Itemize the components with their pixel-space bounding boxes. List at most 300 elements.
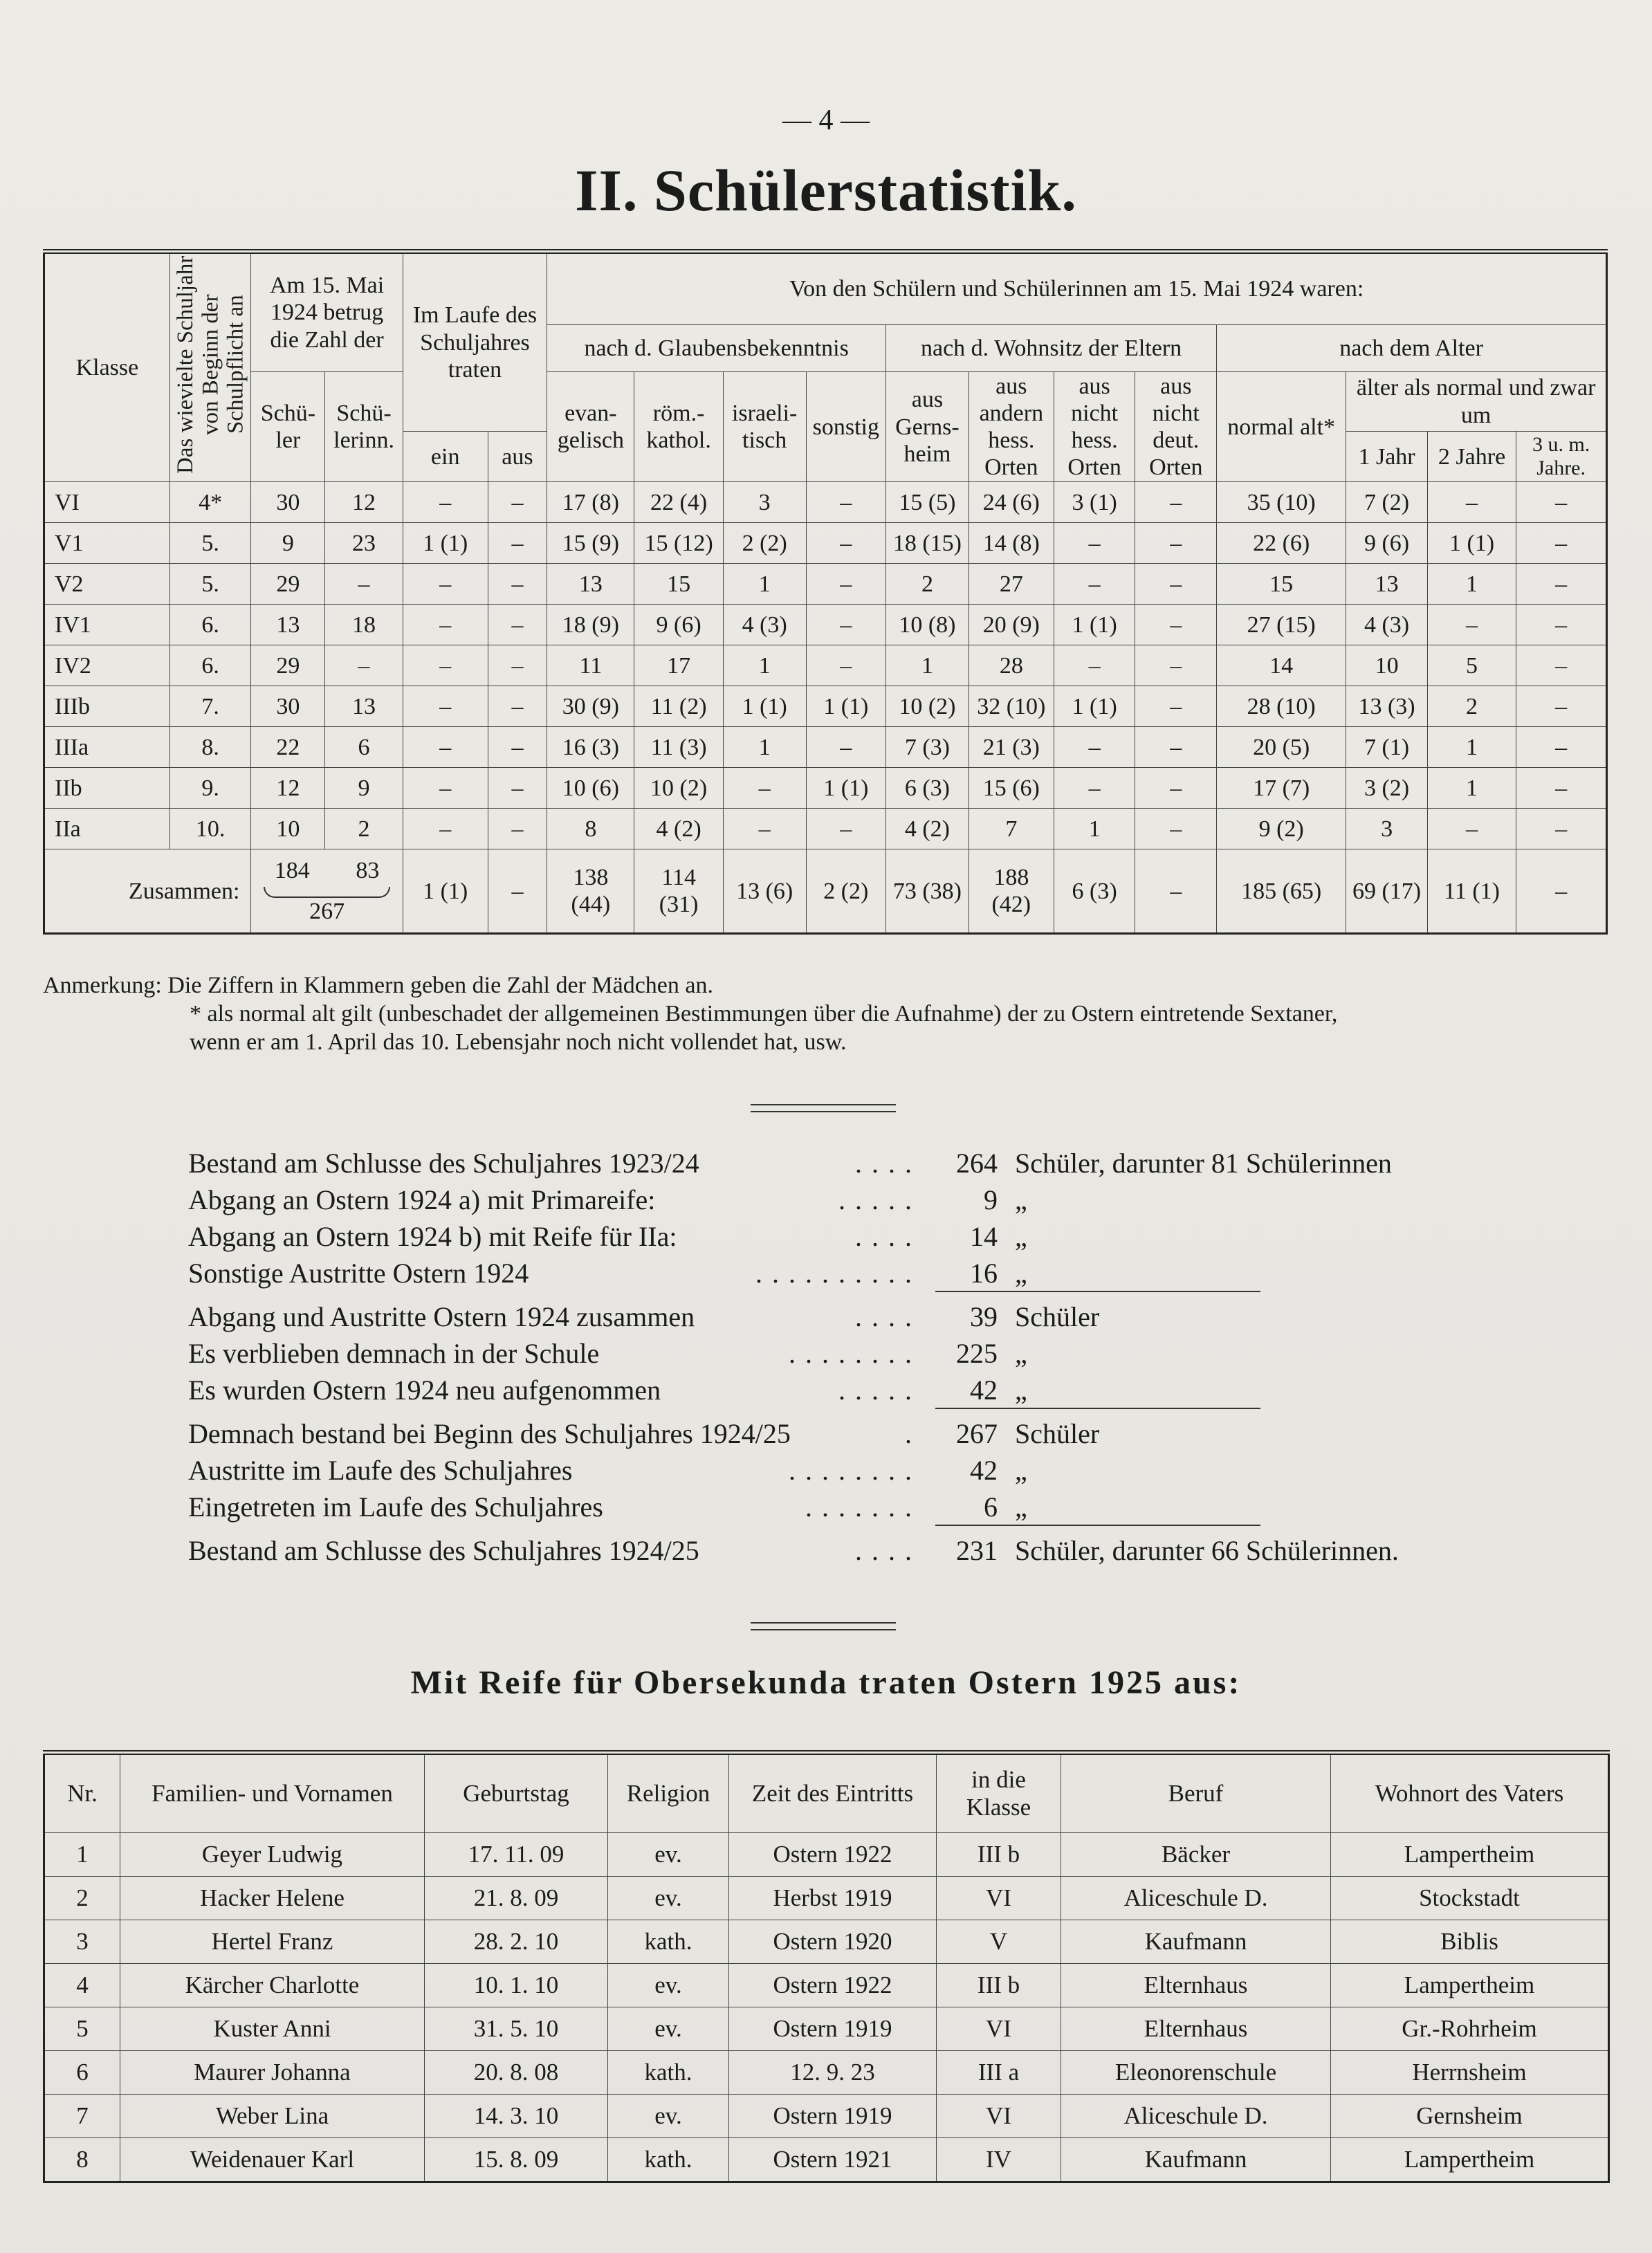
cell-nicht-deut: – (1135, 727, 1217, 768)
cell-israelitisch: 1 (1) (723, 686, 806, 727)
balance-number: 225 (956, 1338, 998, 1369)
cell-beruf: Elternhaus (1061, 1964, 1331, 2007)
cell-eintritt: Ostern 1922 (729, 1833, 937, 1877)
cell-sonstig: 1 (1) (806, 768, 886, 809)
cell-evangelisch: 30 (9) (547, 686, 634, 727)
leader-dots: ....... (805, 1491, 921, 1523)
table-row (44, 1920, 1609, 1964)
table-row (44, 523, 1607, 564)
cell-beruf: Kaufmann (1061, 2138, 1331, 2182)
header-nr: Nr. (44, 1753, 120, 1833)
cell-schuelerinnen: 2 (325, 809, 403, 849)
cell-wohnort: Herrnsheim (1331, 2051, 1609, 2095)
cell-normal: 35 (10) (1217, 482, 1346, 523)
header-andern-hess: aus andern hess. Orten (969, 372, 1054, 482)
cell-israelitisch: 3 (723, 482, 806, 523)
cell-sonstig: – (806, 727, 886, 768)
cell-ein: – (403, 809, 488, 849)
cell-name: Geyer Ludwig (120, 1833, 425, 1877)
header-schueler: Schü- ler (251, 372, 325, 482)
table-row (44, 727, 1607, 768)
cell-eintritt: 12. 9. 23 (729, 2051, 937, 2095)
cell-roem-kathol: 17 (634, 645, 723, 686)
sum-andern-hess: 188 (42) (969, 849, 1054, 934)
cell-normal: 17 (7) (1217, 768, 1346, 809)
cell-ein: – (403, 727, 488, 768)
cell-roem-kathol: 22 (4) (634, 482, 723, 523)
cell-schueler: 29 (251, 645, 325, 686)
cell-2-jahre: – (1427, 482, 1516, 523)
header-im-laufe: Im Laufe des Schuljahres traten (403, 252, 547, 432)
cell-nicht-deut: – (1135, 605, 1217, 645)
balance-label: Demnach bestand bei Beginn des Schuljahres 1924/25 (188, 1418, 791, 1449)
cell-evangelisch: 15 (9) (547, 523, 634, 564)
table-row (44, 1877, 1609, 1920)
annotation-note (43, 972, 1608, 1056)
cell-evangelisch: 13 (547, 564, 634, 605)
cell-religion: kath. (608, 1920, 729, 1964)
cell-schueler: 12 (251, 768, 325, 809)
cell-nr: 4 (44, 1964, 120, 2007)
cell-klasse: IIIb (44, 686, 170, 727)
table-row (44, 2095, 1609, 2138)
cell-religion: kath. (608, 2138, 729, 2182)
cell-andern-hess: 32 (10) (969, 686, 1054, 727)
cell-name: Weber Lina (120, 2095, 425, 2138)
cell-schuljahr: 5. (169, 523, 251, 564)
sum-aus: – (488, 849, 547, 934)
cell-evangelisch: 17 (8) (547, 482, 634, 523)
cell-1-jahr: 13 (1346, 564, 1428, 605)
table-row (44, 2138, 1609, 2182)
header-israelitisch: israeli- tisch (723, 372, 806, 482)
cell-ein: – (403, 686, 488, 727)
leader-dots: .... (855, 1221, 921, 1252)
sum-total: 267 (309, 899, 345, 925)
cell-eintritt: Ostern 1919 (729, 2095, 937, 2138)
brace (264, 887, 389, 898)
cell-klasse: IIa (44, 809, 170, 849)
cell-nr: 6 (44, 2051, 120, 2095)
cell-gernsheim: 10 (8) (886, 605, 969, 645)
leader-dots: ..... (838, 1184, 921, 1215)
header-roem-kathol: röm.- kathol. (634, 372, 723, 482)
balance-suffix: „ (1015, 1258, 1027, 1289)
cell-israelitisch: 2 (2) (723, 523, 806, 564)
balance-label: Bestand am Schlusse des Schuljahres 1924/25 (188, 1535, 699, 1566)
cell-1-jahr: 3 (1346, 809, 1428, 849)
cell-ein: – (403, 768, 488, 809)
cell-religion: ev. (608, 1964, 729, 2007)
cell-name: Maurer Johanna (120, 2051, 425, 2095)
header-nicht-deut: aus nicht deut. Orten (1135, 372, 1217, 482)
cell-schuljahr: 9. (169, 768, 251, 809)
balance-line (188, 1218, 1503, 1255)
cell-schueler: 30 (251, 482, 325, 523)
balance-label: Abgang an Ostern 1924 b) mit Reife für IIa: (188, 1221, 677, 1252)
header-schuljahr: Das wievielte Schuljahr von Beginn der Schulpflicht an (169, 252, 251, 482)
balance-label: Bestand am Schlusse des Schuljahres 1923/24 (188, 1148, 699, 1179)
cell-andern-hess: 7 (969, 809, 1054, 849)
cell-andern-hess: 20 (9) (969, 605, 1054, 645)
cell-evangelisch: 8 (547, 809, 634, 849)
table-row-zusammen (44, 849, 1607, 934)
leader-dots: ........ (789, 1455, 921, 1486)
table-row (44, 686, 1607, 727)
cell-normal: 9 (2) (1217, 809, 1346, 849)
cell-aus: – (488, 768, 547, 809)
cell-wohnort: Lampertheim (1331, 1964, 1609, 2007)
cell-schueler: 22 (251, 727, 325, 768)
cell-normal: 27 (15) (1217, 605, 1346, 645)
cell-3-jahre: – (1516, 645, 1607, 686)
table-row (44, 1964, 1609, 2007)
leader-dots: . (905, 1418, 921, 1449)
cell-sonstig: – (806, 523, 886, 564)
cell-aus: – (488, 523, 547, 564)
header-eintritt: Zeit des Eintritts (729, 1753, 937, 1833)
cell-geburtstag: 20. 8. 08 (425, 2051, 608, 2095)
section-subtitle: Mit Reife für Obersekunda traten Ostern 1925 aus: (410, 1664, 1242, 1701)
cell-klasse: IIb (44, 768, 170, 809)
header-glaubens: nach d. Glaubensbekenntnis (547, 324, 886, 371)
balance-label: Eingetreten im Laufe des Schuljahres (188, 1491, 603, 1523)
cell-roem-kathol: 4 (2) (634, 809, 723, 849)
cell-sonstig: – (806, 564, 886, 605)
cell-nr: 7 (44, 2095, 120, 2138)
cell-geburtstag: 17. 11. 09 (425, 1833, 608, 1877)
cell-beruf: Aliceschule D. (1061, 2095, 1331, 2138)
header-3-jahre: 3 u. m. Jahre. (1516, 432, 1607, 482)
cell-schuelerinnen: 13 (325, 686, 403, 727)
balance-label: Sonstige Austritte Ostern 1924 (188, 1258, 529, 1289)
sum-gernsheim: 73 (38) (886, 849, 969, 934)
cell-nr: 8 (44, 2138, 120, 2182)
balance-suffix: „ (1015, 1491, 1027, 1523)
cell-schueler: 30 (251, 686, 325, 727)
cell-schuelerinnen: 9 (325, 768, 403, 809)
cell-religion: kath. (608, 2051, 729, 2095)
balance-suffix: „ (1015, 1221, 1027, 1252)
cell-nicht-deut: – (1135, 482, 1217, 523)
cell-3-jahre: – (1516, 482, 1607, 523)
cell-2-jahre: 1 (1427, 768, 1516, 809)
cell-gernsheim: 2 (886, 564, 969, 605)
cell-eintritt: Ostern 1922 (729, 1964, 937, 2007)
cell-3-jahre: – (1516, 809, 1607, 849)
cell-evangelisch: 18 (9) (547, 605, 634, 645)
cell-andern-hess: 15 (6) (969, 768, 1054, 809)
leavers-table (43, 1750, 1610, 2183)
cell-sonstig: – (806, 605, 886, 645)
cell-israelitisch: 1 (723, 564, 806, 605)
cell-sonstig: 1 (1) (806, 686, 886, 727)
divider-rule (751, 1622, 896, 1630)
sum-roem-kathol: 114 (31) (634, 849, 723, 934)
cell-klasse: IV2 (44, 645, 170, 686)
statistics-table (43, 249, 1608, 935)
cell-schueler: 10 (251, 809, 325, 849)
cell-andern-hess: 28 (969, 645, 1054, 686)
cell-eintritt: Herbst 1919 (729, 1877, 937, 1920)
cell-klasse: V1 (44, 523, 170, 564)
balance-number: 39 (970, 1301, 998, 1332)
cell-andern-hess: 14 (8) (969, 523, 1054, 564)
cell-wohnort: Gernsheim (1331, 2095, 1609, 2138)
cell-klasse: V (937, 1920, 1061, 1964)
cell-nicht-deut: – (1135, 645, 1217, 686)
cell-1-jahr: 7 (1) (1346, 727, 1428, 768)
cell-schuelerinnen: 6 (325, 727, 403, 768)
cell-sonstig: – (806, 482, 886, 523)
divider-rule (751, 1104, 896, 1112)
cell-eintritt: Ostern 1919 (729, 2007, 937, 2051)
header-schuelerinnen: Schü- lerinn. (325, 372, 403, 482)
cell-klasse: III b (937, 1833, 1061, 1877)
cell-klasse: IV1 (44, 605, 170, 645)
balance-number: 6 (984, 1491, 998, 1523)
balance-number: 9 (984, 1184, 998, 1215)
cell-nicht-hess: – (1054, 645, 1135, 686)
cell-klasse: IIIa (44, 727, 170, 768)
cell-beruf: Bäcker (1061, 1833, 1331, 1877)
cell-aus: – (488, 482, 547, 523)
student-balance (188, 1145, 1503, 1569)
cell-geburtstag: 15. 8. 09 (425, 2138, 608, 2182)
cell-beruf: Elternhaus (1061, 2007, 1331, 2051)
cell-eintritt: Ostern 1920 (729, 1920, 937, 1964)
cell-aus: – (488, 727, 547, 768)
cell-sonstig: – (806, 809, 886, 849)
cell-3-jahre: – (1516, 605, 1607, 645)
header-name: Familien- und Vornamen (120, 1753, 425, 1833)
header-gernsheim: aus Gerns- heim (886, 372, 969, 482)
balance-label: Abgang und Austritte Ostern 1924 zusammen (188, 1301, 695, 1332)
header-1-jahr: 1 Jahr (1346, 432, 1428, 482)
cell-geburtstag: 28. 2. 10 (425, 1920, 608, 1964)
header-von-den: Von den Schülern und Schülerinnen am 15. Mai 1924 waren: (547, 252, 1607, 325)
balance-suffix: „ (1015, 1455, 1027, 1486)
cell-klasse: VI (44, 482, 170, 523)
cell-beruf: Kaufmann (1061, 1920, 1331, 1964)
header-am-mai: Am 15. Mai 1924 betrug die Zahl der (251, 252, 403, 372)
header-normal: normal alt* (1217, 372, 1346, 482)
cell-2-jahre: 5 (1427, 645, 1516, 686)
cell-schueler: 13 (251, 605, 325, 645)
cell-schuelerinnen: – (325, 645, 403, 686)
cell-aus: – (488, 809, 547, 849)
cell-nicht-hess: 1 (1) (1054, 605, 1135, 645)
balance-label: Es verblieben demnach in der Schule (188, 1338, 600, 1369)
cell-nicht-deut: – (1135, 809, 1217, 849)
cell-2-jahre: 1 (1) (1427, 523, 1516, 564)
leader-dots: .... (855, 1148, 921, 1179)
cell-beruf: Eleonorenschule (1061, 2051, 1331, 2095)
cell-religion: ev. (608, 1877, 729, 1920)
cell-3-jahre: – (1516, 564, 1607, 605)
cell-beruf: Aliceschule D. (1061, 1877, 1331, 1920)
balance-line (188, 1145, 1503, 1181)
cell-normal: 22 (6) (1217, 523, 1346, 564)
cell-schuljahr: 6. (169, 645, 251, 686)
header-beruf: Beruf (1061, 1753, 1331, 1833)
cell-evangelisch: 11 (547, 645, 634, 686)
cell-2-jahre: 1 (1427, 727, 1516, 768)
sum-2-jahre: 11 (1) (1427, 849, 1516, 934)
balance-label: Es wurden Ostern 1924 neu aufgenommen (188, 1374, 661, 1406)
cell-andern-hess: 24 (6) (969, 482, 1054, 523)
balance-line (188, 1372, 1503, 1408)
balance-suffix: „ (1015, 1338, 1027, 1369)
header-wohnort: Wohnort des Vaters (1331, 1753, 1609, 1833)
cell-nicht-hess: 1 (1) (1054, 686, 1135, 727)
sum-label: Zusammen: (44, 849, 251, 934)
table-row (44, 2007, 1609, 2051)
cell-israelitisch: 4 (3) (723, 605, 806, 645)
cell-schuelerinnen: 12 (325, 482, 403, 523)
leader-dots: .......... (755, 1258, 921, 1289)
header-sonstig: sonstig (806, 372, 886, 482)
cell-gernsheim: 7 (3) (886, 727, 969, 768)
balance-suffix: Schüler (1015, 1301, 1100, 1332)
cell-ein: – (403, 564, 488, 605)
cell-geburtstag: 21. 8. 09 (425, 1877, 608, 1920)
cell-klasse: III a (937, 2051, 1061, 2095)
cell-3-jahre: – (1516, 523, 1607, 564)
cell-religion: ev. (608, 1833, 729, 1877)
cell-normal: 14 (1217, 645, 1346, 686)
table-row (44, 482, 1607, 523)
cell-schuljahr: 4* (169, 482, 251, 523)
cell-name: Kärcher Charlotte (120, 1964, 425, 2007)
cell-aus: – (488, 605, 547, 645)
cell-andern-hess: 27 (969, 564, 1054, 605)
cell-1-jahr: 3 (2) (1346, 768, 1428, 809)
cell-gernsheim: 15 (5) (886, 482, 969, 523)
sum-nicht-hess: 6 (3) (1054, 849, 1135, 934)
cell-schuelerinnen: 23 (325, 523, 403, 564)
balance-line (188, 1255, 1503, 1291)
leader-dots: .... (855, 1301, 921, 1332)
cell-2-jahre: 2 (1427, 686, 1516, 727)
cell-name: Hacker Helene (120, 1877, 425, 1920)
balance-line (188, 1415, 1503, 1452)
leader-dots: ..... (838, 1374, 921, 1406)
table-row (44, 605, 1607, 645)
cell-roem-kathol: 11 (3) (634, 727, 723, 768)
header-alter: nach dem Alter (1217, 324, 1607, 371)
cell-roem-kathol: 11 (2) (634, 686, 723, 727)
cell-religion: ev. (608, 2095, 729, 2138)
header-aelter: älter als normal und zwar um (1346, 372, 1607, 432)
header-evangelisch: evan- gelisch (547, 372, 634, 482)
sum-evangelisch: 138 (44) (547, 849, 634, 934)
sum-normal: 185 (65) (1217, 849, 1346, 934)
page-number: — 4 — (782, 104, 870, 136)
cell-wohnort: Gr.-Rohrheim (1331, 2007, 1609, 2051)
cell-nicht-hess: – (1054, 564, 1135, 605)
cell-aus: – (488, 686, 547, 727)
balance-line (188, 1532, 1503, 1569)
header-wohnsitz: nach d. Wohnsitz der Eltern (886, 324, 1217, 371)
cell-schueler: 9 (251, 523, 325, 564)
header-2-jahre: 2 Jahre (1427, 432, 1516, 482)
cell-aus: – (488, 564, 547, 605)
cell-israelitisch: 1 (723, 645, 806, 686)
cell-wohnort: Lampertheim (1331, 2138, 1609, 2182)
balance-line (188, 1335, 1503, 1372)
cell-israelitisch: 1 (723, 727, 806, 768)
sum-schuelerinnen: 83 (356, 858, 380, 883)
cell-schuelerinnen: – (325, 564, 403, 605)
cell-2-jahre: 1 (1427, 564, 1516, 605)
balance-suffix: Schüler, darunter 66 Schülerinnen. (1015, 1535, 1399, 1566)
balance-number: 14 (970, 1221, 998, 1252)
cell-klasse: IV (937, 2138, 1061, 2182)
cell-eintritt: Ostern 1921 (729, 2138, 937, 2182)
sum-1-jahr: 69 (17) (1346, 849, 1428, 934)
cell-nicht-hess: – (1054, 727, 1135, 768)
balance-line (188, 1489, 1503, 1525)
sum-underline (935, 1408, 1260, 1409)
header-religion: Religion (608, 1753, 729, 1833)
cell-3-jahre: – (1516, 727, 1607, 768)
balance-number: 42 (970, 1455, 998, 1486)
cell-1-jahr: 4 (3) (1346, 605, 1428, 645)
balance-line (188, 1452, 1503, 1489)
cell-nr: 3 (44, 1920, 120, 1964)
cell-evangelisch: 16 (3) (547, 727, 634, 768)
sum-3-jahre: – (1516, 849, 1607, 934)
table-row (44, 564, 1607, 605)
header-klasse: Klasse (44, 252, 170, 482)
cell-religion: ev. (608, 2007, 729, 2051)
cell-wohnort: Lampertheim (1331, 1833, 1609, 1877)
cell-1-jahr: 7 (2) (1346, 482, 1428, 523)
cell-roem-kathol: 9 (6) (634, 605, 723, 645)
balance-label: Austritte im Laufe des Schuljahres (188, 1455, 573, 1486)
cell-schuljahr: 7. (169, 686, 251, 727)
cell-gernsheim: 10 (2) (886, 686, 969, 727)
header-geburtstag: Geburtstag (425, 1753, 608, 1833)
cell-3-jahre: – (1516, 686, 1607, 727)
cell-wohnort: Biblis (1331, 1920, 1609, 1964)
cell-ein: – (403, 605, 488, 645)
table-row (44, 1833, 1609, 1877)
cell-nr: 5 (44, 2007, 120, 2051)
cell-andern-hess: 21 (3) (969, 727, 1054, 768)
cell-israelitisch: – (723, 768, 806, 809)
cell-schuljahr: 8. (169, 727, 251, 768)
cell-nicht-hess: – (1054, 523, 1135, 564)
cell-ein: – (403, 482, 488, 523)
cell-wohnort: Stockstadt (1331, 1877, 1609, 1920)
balance-number: 42 (970, 1374, 998, 1406)
cell-name: Weidenauer Karl (120, 2138, 425, 2182)
cell-ein: 1 (1) (403, 523, 488, 564)
balance-suffix: „ (1015, 1184, 1027, 1215)
cell-schuljahr: 6. (169, 605, 251, 645)
balance-suffix: „ (1015, 1374, 1027, 1406)
cell-geburtstag: 10. 1. 10 (425, 1964, 608, 2007)
table-row (44, 809, 1607, 849)
balance-number: 264 (956, 1148, 998, 1179)
cell-gernsheim: 4 (2) (886, 809, 969, 849)
cell-1-jahr: 13 (3) (1346, 686, 1428, 727)
cell-2-jahre: – (1427, 809, 1516, 849)
header-aus: aus (488, 432, 547, 482)
cell-ein: – (403, 645, 488, 686)
